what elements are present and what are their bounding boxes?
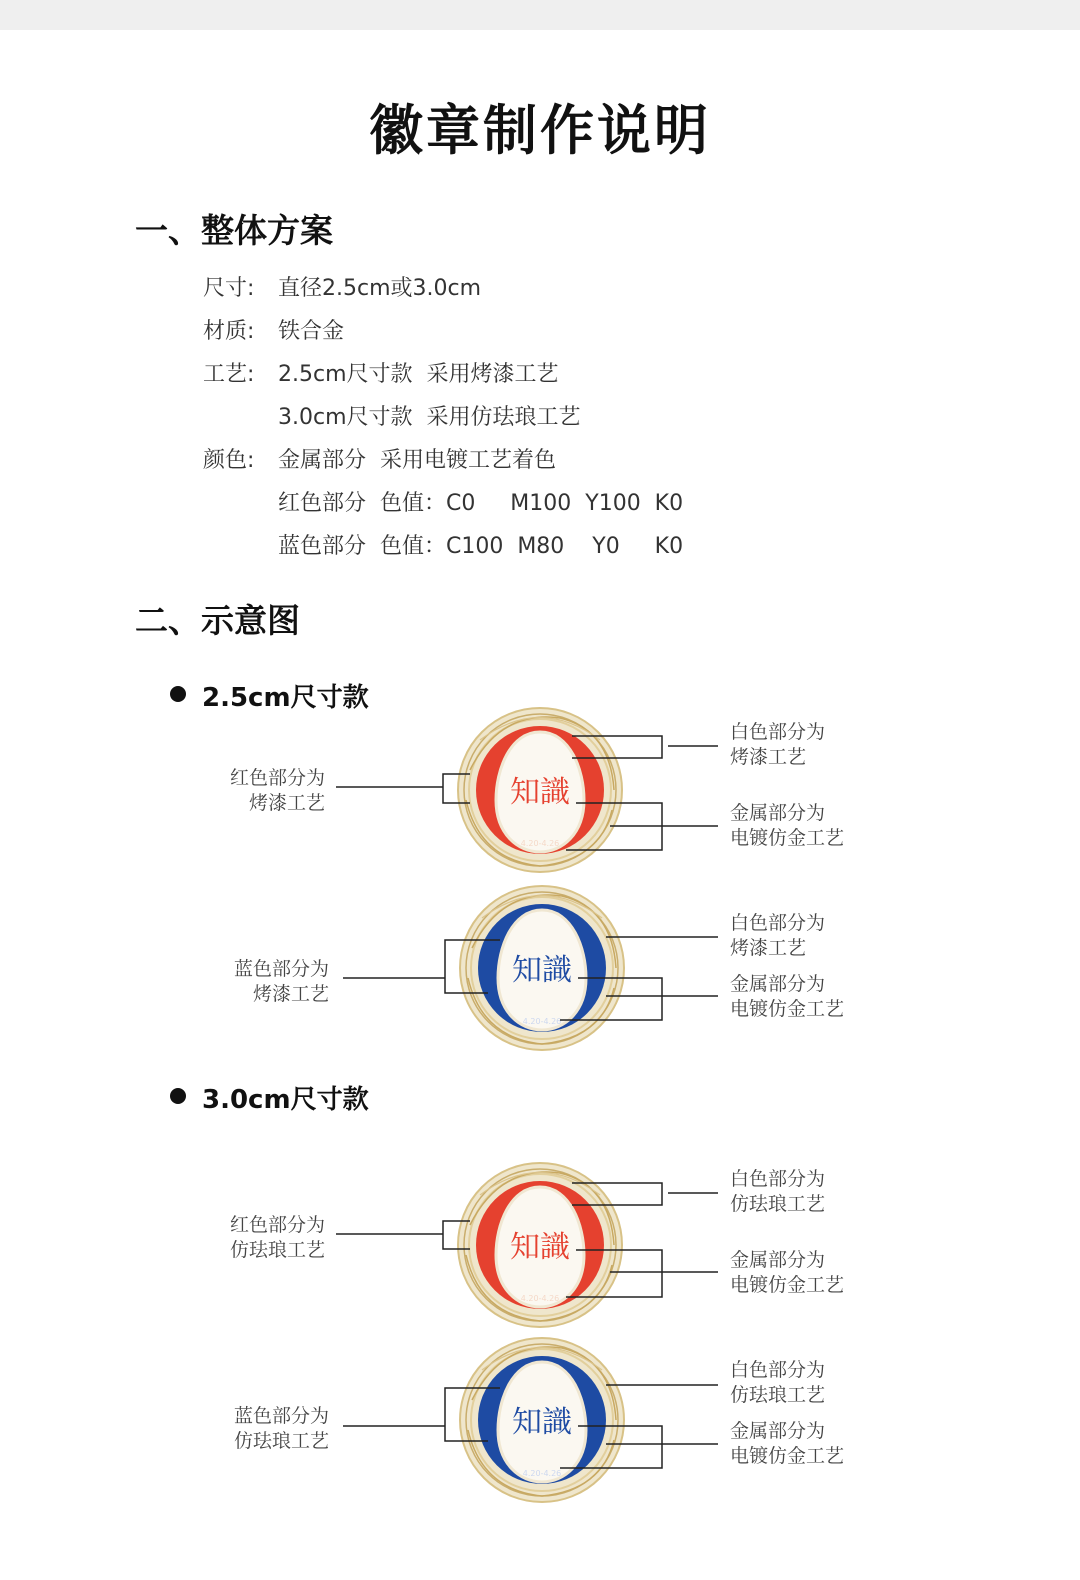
spec-text-size: 直径2.5cm或3.0cm [278, 276, 482, 301]
label-white-25-top: 白色部分为 烤漆工艺 [730, 721, 826, 768]
spec-text-material: 铁合金 [278, 319, 345, 344]
section-heading-diagram: 二、示意图 [135, 601, 300, 640]
spec-label-size: 尺寸: [203, 276, 255, 301]
label-white-25-bottom: 白色部分为 烤漆工艺 [730, 912, 826, 959]
badge-blue-30-date: 4.20-4.26 [522, 1469, 562, 1478]
page-title: 徽章制作说明 [369, 99, 711, 162]
spec-label-material: 材质: [203, 319, 255, 344]
spec-label-color: 颜色: [203, 448, 255, 473]
badge-blue-25 [460, 886, 624, 1050]
section-heading-overall-plan: 一、整体方案 [135, 211, 333, 250]
bullet-25cm: 2.5cm尺寸款 [202, 683, 369, 713]
label-blue-30: 蓝色部分为 仿珐琅工艺 [233, 1405, 329, 1452]
badge-blue-25-date: 4.20-4.26 [522, 1017, 562, 1026]
spec-text-craft-30: 3.0cm尺寸款 采用仿珐琅工艺 [278, 405, 581, 430]
label-white-30-top: 白色部分为 仿珐琅工艺 [730, 1168, 826, 1215]
label-red-25: 红色部分为 烤漆工艺 [229, 767, 325, 814]
badge-red-30-date: 4.20-4.26 [520, 1294, 560, 1303]
badge-blue-25-seal-text: 知識 [512, 953, 572, 988]
badge-red-30-seal-text: 知識 [510, 1230, 570, 1265]
label-metal-30-top: 金属部分为 电镀仿金工艺 [730, 1249, 845, 1296]
label-blue-25: 蓝色部分为 烤漆工艺 [233, 958, 329, 1005]
spec-text-color-metal: 金属部分 采用电镀工艺着色 [278, 448, 556, 473]
spec-label-craft: 工艺: [203, 362, 255, 387]
label-metal-30-bottom: 金属部分为 电镀仿金工艺 [730, 1420, 845, 1467]
spec-text-craft-25: 2.5cm尺寸款 采用烤漆工艺 [278, 362, 559, 387]
badge-blue-30-seal-text: 知識 [512, 1405, 572, 1440]
badge-red-25 [458, 708, 622, 872]
badge-red-30 [458, 1163, 622, 1327]
label-red-30: 红色部分为 仿珐琅工艺 [229, 1214, 325, 1261]
label-metal-25-top: 金属部分为 电镀仿金工艺 [730, 802, 845, 849]
badge-red-25-seal-text: 知識 [510, 775, 570, 810]
bullet-30cm: 3.0cm尺寸款 [202, 1085, 369, 1115]
label-white-30-bottom: 白色部分为 仿珐琅工艺 [730, 1359, 826, 1406]
label-metal-25-bottom: 金属部分为 电镀仿金工艺 [730, 973, 845, 1020]
spec-text-color-blue: 蓝色部分 色值：C100 M80 Y0 K0 [278, 534, 684, 559]
badge-blue-30 [460, 1338, 624, 1502]
badge-red-25-date: 4.20-4.26 [520, 839, 560, 848]
spec-text-color-red: 红色部分 色值：C0 M100 Y100 K0 [278, 491, 684, 516]
